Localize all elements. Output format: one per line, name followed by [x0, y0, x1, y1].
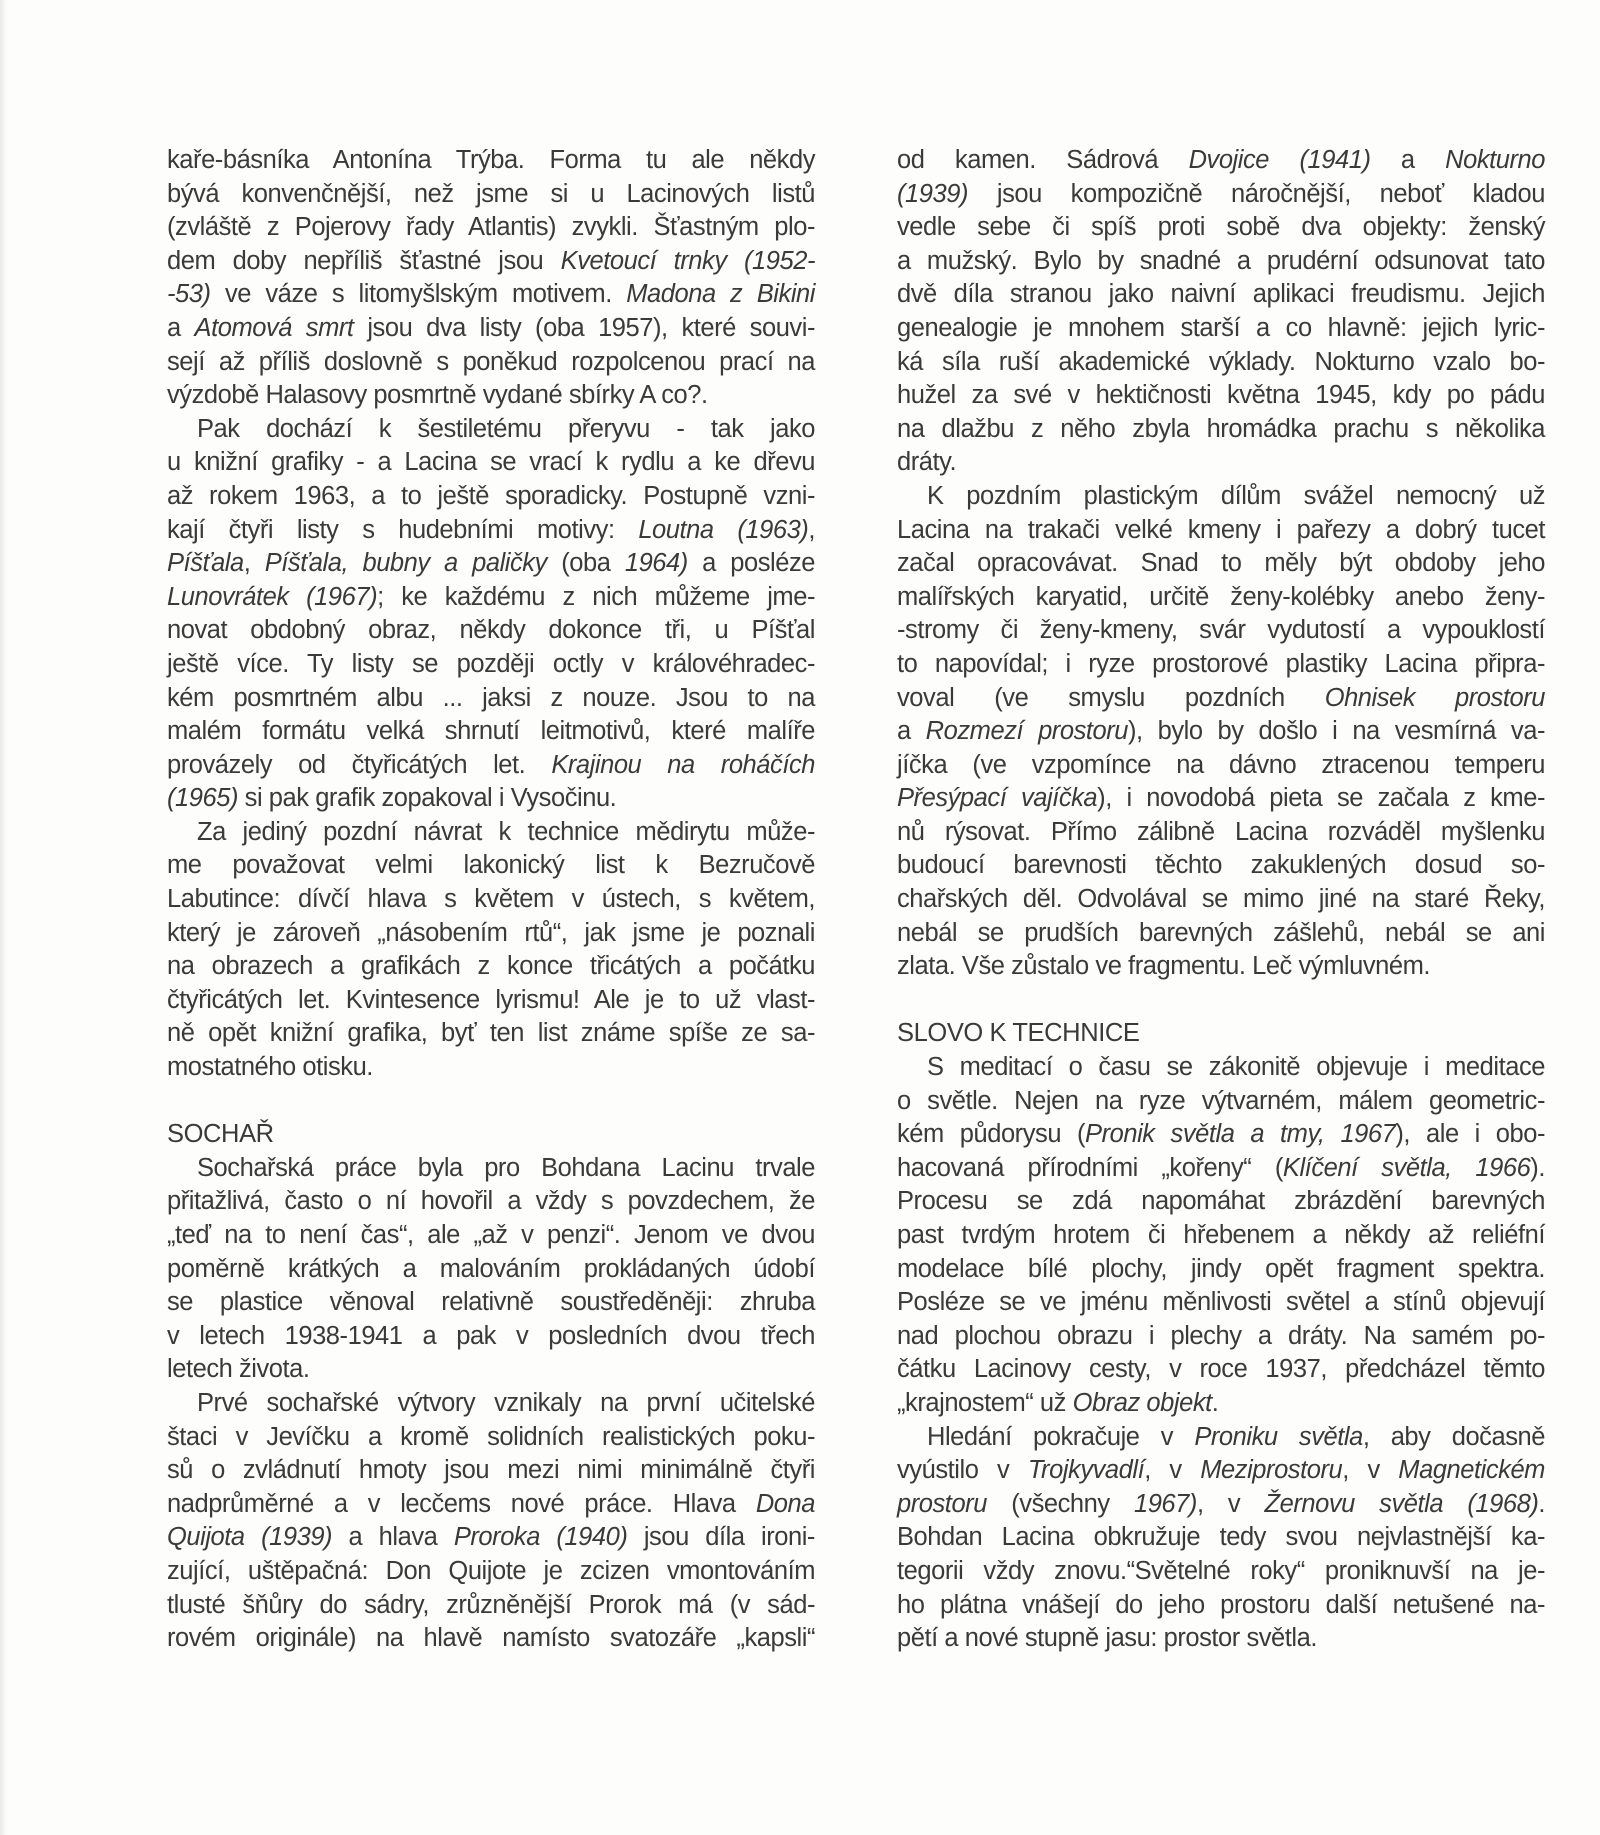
- text-span: u knižní grafiky - a Lacina se vrací k rydlu a ke dřevu: [167, 448, 815, 477]
- text-line: [167, 950, 815, 984]
- text-span: ještě více. Ty listy se později octly v královéhradec-: [167, 649, 815, 678]
- text-span: Labutince: dívčí hlava s květem v ústech, s květem,: [167, 885, 815, 914]
- text-line: [167, 782, 815, 816]
- italic-title-span: Píšťala, bubny a paličky: [264, 549, 547, 578]
- italic-title-span: (1965): [167, 784, 239, 813]
- paragraph: [167, 413, 815, 816]
- text-span: (zvláště z Pojerovy řady Atlantis) zvykli. Šťastným plo-: [167, 213, 815, 242]
- text-span: hacovaná přírodními „kořeny“ (: [897, 1153, 1283, 1182]
- text-span: S meditací o času se zákonitě objevuje i meditace: [927, 1053, 1545, 1082]
- text-span: mostatného otisku.: [167, 1053, 373, 1082]
- text-span: ,: [808, 515, 815, 544]
- text-line: [897, 715, 1545, 749]
- italic-title-span: Nokturno: [1445, 146, 1545, 174]
- italic-title-span: Loutna (1963): [638, 515, 809, 544]
- text-span: od kamen. Sádrová: [897, 146, 1189, 174]
- italic-title-span: Kvetoucí trnky (1952-: [560, 246, 815, 275]
- text-line: [897, 379, 1545, 413]
- text-line: [167, 446, 815, 480]
- text-line: [897, 581, 1545, 615]
- text-span: chařských děl. Odvolával se mimo jiné na staré Řeky,: [897, 885, 1545, 914]
- text-span: Za jediný pozdní návrat k technice mědirytu může-: [197, 817, 815, 846]
- italic-title-span: Meziprostoru: [1200, 1456, 1343, 1485]
- text-line: [897, 917, 1545, 951]
- text-line: [897, 1152, 1545, 1186]
- text-span: sejí až příliš doslovně s poněkud rozpolcenou prací na: [167, 347, 815, 376]
- text-line: [167, 413, 815, 447]
- text-span: poměrně krátkých a malováním prokládaných údobí: [167, 1254, 815, 1283]
- text-span: Lacina na trakači velké kmeny i pařezy a dobrý tucet: [897, 515, 1545, 544]
- text-line: [167, 1589, 815, 1623]
- text-span: tegorii vždy znovu.“Světelné roky“ proniknuvší na je-: [897, 1556, 1545, 1585]
- text-line: [167, 1253, 815, 1287]
- text-span: až rokem 1963, a to ještě sporadicky. Postupně vzni-: [167, 481, 815, 510]
- paragraph: [897, 144, 1545, 480]
- text-span: dem doby nepříliš šťastné jsou: [167, 246, 561, 275]
- paragraph: [167, 1152, 815, 1387]
- page-edge-shadow: [0, 0, 6, 1835]
- text-span: „teď na to není čas“, ale „až v penzi“. Jenom ve dvou: [167, 1221, 815, 1249]
- text-span: nebál se prudších barevných zášlehů, nebál se ani: [897, 918, 1545, 947]
- text-line: [897, 178, 1545, 212]
- text-span: kém půdorysu (: [897, 1120, 1086, 1149]
- text-span: budoucí barevnosti těchto zakuklených dosud so-: [897, 851, 1545, 880]
- text-line: [167, 278, 815, 312]
- text-line: [897, 1085, 1545, 1119]
- text-line: [897, 1253, 1545, 1287]
- text-line: [897, 514, 1545, 548]
- text-line: [897, 1454, 1545, 1488]
- text-line: [897, 1589, 1545, 1623]
- text-span: K pozdním plastickým dílům svážel nemocný už: [927, 481, 1545, 510]
- right-text-column: [897, 144, 1545, 1656]
- text-span: (všechny: [986, 1489, 1134, 1518]
- text-span: čátku Lacinovy cesty, v roce 1937, předcházel těmto: [897, 1355, 1545, 1384]
- section-heading: SLOVO K TECHNICE: [897, 1019, 1140, 1048]
- italic-title-span: Pronik světla a tmy, 1967: [1085, 1120, 1396, 1149]
- text-line: [897, 1320, 1545, 1354]
- text-line: [167, 614, 815, 648]
- text-line: [167, 1185, 815, 1219]
- text-span: jsou díla ironi-: [627, 1523, 815, 1552]
- text-line: [897, 547, 1545, 581]
- text-line: [897, 413, 1545, 447]
- text-line: [167, 379, 815, 413]
- text-span: past tvrdým hrotem či hřebenem a někdy až reliéfní: [897, 1221, 1545, 1249]
- text-span: provázely od čtyřicátých let.: [167, 750, 552, 779]
- text-line: [167, 1421, 815, 1455]
- text-span: Hledání pokračuje v: [927, 1422, 1195, 1451]
- left-text-column: [167, 144, 815, 1656]
- section-heading: SOCHAŘ: [167, 1120, 274, 1149]
- text-span: a mužský. Bylo by snadné a prudérní odsunovat tato: [897, 246, 1545, 275]
- text-line: [167, 514, 815, 548]
- text-line: [897, 816, 1545, 850]
- text-line: [897, 1521, 1545, 1555]
- italic-title-span: Píšťala: [167, 549, 244, 578]
- text-line: [897, 1353, 1545, 1387]
- text-span: ; ke každému z nich můžeme jme-: [377, 582, 815, 611]
- italic-title-span: Trojkyvadlí: [1027, 1456, 1145, 1485]
- text-span: kaře-básníka Antonína Trýba. Forma tu ale někdy: [167, 146, 815, 174]
- text-span: čtyřicátých let. Kvintesence lyrismu! Ale je to už vlast-: [167, 985, 815, 1014]
- text-span: sů o zvládnutí hmoty jsou mezi nimi minimálně čtyři: [167, 1456, 815, 1485]
- italic-title-span: Proniku světla: [1194, 1422, 1363, 1451]
- text-span: přitažlivá, často o ní hovořil a vždy s povzdechem, že: [167, 1187, 815, 1216]
- italic-title-span: Madona z Bikini: [626, 280, 815, 309]
- text-span: ně opět knižní grafika, byť ten list známe spíše ze sa-: [167, 1019, 815, 1048]
- text-line: [167, 648, 815, 682]
- text-span: , aby dočasně: [1362, 1422, 1545, 1451]
- text-span: me považovat velmi lakonický list k Bezručově: [167, 851, 815, 880]
- text-span: malém formátu velká shrnutí leitmotivů, které malíře: [167, 717, 815, 746]
- text-span: modelace bílé plochy, jindy opět fragment spektra.: [897, 1254, 1545, 1283]
- text-span: hužel za své v hektičnosti května 1945, kdy po pádu: [897, 381, 1545, 410]
- text-span: jsou dva listy (oba 1957), které souvi-: [353, 313, 815, 342]
- text-line: [897, 144, 1545, 178]
- italic-title-span: Klíčení světla, 1966: [1282, 1153, 1531, 1182]
- text-span: Sochařská práce byla pro Bohdana Lacinu trvale: [197, 1153, 815, 1182]
- italic-title-span: Atomová smrt: [194, 313, 354, 342]
- text-line: [897, 1185, 1545, 1219]
- text-line: [167, 917, 815, 951]
- text-line: [897, 950, 1545, 984]
- text-span: pětí a nové stupně jasu: prostor světla.: [897, 1624, 1318, 1653]
- text-line: [167, 1555, 815, 1589]
- text-span: genealogie je mnohem starší a co hlavně: jejich lyric-: [897, 313, 1545, 342]
- italic-title-span: Proroka (1940): [453, 1523, 628, 1552]
- paragraph: [167, 816, 815, 1085]
- text-line: [167, 1152, 815, 1186]
- text-span: a posléze: [687, 549, 815, 578]
- text-span: ), bylo by došlo i na vesmírná va-: [1128, 717, 1545, 746]
- text-span: Bohdan Lacina obkružuje tedy svou nejvlastnější ka-: [897, 1523, 1545, 1552]
- text-span: ), i novodobá pieta se začala z kme-: [1097, 784, 1545, 813]
- text-span: bývá konvenčnější, než jsme si u Lacinových listů: [167, 179, 815, 208]
- text-line: [167, 547, 815, 581]
- text-span: .: [1538, 1489, 1545, 1518]
- italic-title-span: 1964): [624, 549, 688, 578]
- text-span: začal opracovávat. Snad to měly být obdoby jeho: [897, 549, 1545, 578]
- text-line: [167, 1521, 815, 1555]
- text-line: [167, 849, 815, 883]
- paragraph: [897, 1421, 1545, 1656]
- text-line: [167, 1387, 815, 1421]
- text-span: Posléze se ve jménu měnlivosti světel a stínů objevují: [897, 1288, 1545, 1317]
- text-line: [897, 883, 1545, 917]
- text-span: ), ale i obo-: [1395, 1120, 1545, 1149]
- text-line: [897, 1219, 1545, 1253]
- text-span: novat obdobný obraz, někdy dokonce tři, u Píšťal: [167, 616, 815, 645]
- text-line: [897, 1555, 1545, 1589]
- italic-title-span: Ohnisek prostoru: [1324, 683, 1545, 712]
- text-line: [167, 1454, 815, 1488]
- text-span: a: [897, 717, 926, 746]
- text-line: [897, 446, 1545, 480]
- italic-title-span: Dona: [755, 1489, 815, 1518]
- text-span: , v: [1144, 1456, 1201, 1485]
- text-span: „krajnostem“ už: [897, 1388, 1073, 1417]
- text-line: [897, 1622, 1545, 1656]
- text-line: [167, 1320, 815, 1354]
- text-line: [897, 1118, 1545, 1152]
- text-span: a hlava: [332, 1523, 454, 1552]
- text-span: .: [1211, 1388, 1219, 1417]
- text-line: [167, 1017, 815, 1051]
- text-span: ve váze s litomyšlským motivem.: [210, 280, 627, 309]
- text-line: [167, 984, 815, 1018]
- text-line: [897, 1387, 1545, 1421]
- text-span: ,: [243, 549, 265, 578]
- text-span: nad plochou obrazu i plechy a dráty. Na samém po-: [897, 1321, 1545, 1350]
- text-span: dráty.: [897, 448, 957, 477]
- text-line: [897, 749, 1545, 783]
- italic-title-span: Quijota (1939): [167, 1523, 333, 1552]
- italic-title-span: Magnetickém: [1398, 1456, 1545, 1485]
- text-line: [897, 614, 1545, 648]
- text-span: (oba: [546, 549, 625, 578]
- text-span: letech života.: [167, 1355, 310, 1384]
- text-line: [167, 1219, 815, 1253]
- text-line: [897, 278, 1545, 312]
- text-span: vyústilo v: [897, 1456, 1028, 1485]
- text-line: [167, 178, 815, 212]
- text-span: který je zároveň „násobením rtů“, jak jsme je poznali: [167, 918, 815, 947]
- text-line: [897, 648, 1545, 682]
- text-span: kají čtyři listy s hudebními motivy:: [167, 515, 639, 544]
- text-line: [897, 480, 1545, 514]
- section-spacer: [167, 1085, 815, 1119]
- text-span: nů rýsovat. Přímo zálibně Lacina rozváděl myšlenku: [897, 817, 1545, 846]
- text-line: [167, 883, 815, 917]
- text-line: [167, 480, 815, 514]
- italic-title-span: Lunovrátek (1967): [167, 582, 378, 611]
- text-line: [167, 715, 815, 749]
- text-line: [167, 1622, 815, 1656]
- text-span: ).: [1530, 1153, 1545, 1182]
- italic-title-span: 1967): [1133, 1489, 1197, 1518]
- text-span: ká síla ruší akademické výklady. Nokturno vzalo bo-: [897, 347, 1545, 376]
- italic-title-span: Krajinou na roháčích: [551, 750, 815, 779]
- text-line: [167, 1051, 815, 1085]
- text-span: a: [167, 313, 195, 342]
- text-span: dvě díla stranou jako naivní aplikaci freudismu. Jejich: [897, 280, 1545, 309]
- text-span: výzdobě Halasovy posmrtně vydané sbírky A co?.: [167, 381, 708, 410]
- text-span: malířských karyatid, určitě ženy-kolébky anebo ženy-: [897, 582, 1545, 611]
- text-line: [897, 1286, 1545, 1320]
- text-span: Procesu se zdá napomáhat zbrázdění barevných: [897, 1187, 1545, 1216]
- text-line: [897, 312, 1545, 346]
- text-span: to napovídal; i ryze prostorové plastiky Lacina připra-: [897, 649, 1545, 678]
- text-line: [167, 1488, 815, 1522]
- text-line: [167, 211, 815, 245]
- text-span: tlusté šňůry do sádry, zrůzněnější Prorok má (v sád-: [167, 1590, 815, 1619]
- italic-title-span: prostoru: [897, 1489, 987, 1518]
- italic-title-span: Obraz objekt: [1072, 1388, 1212, 1417]
- text-line: [167, 245, 815, 279]
- paragraph: [167, 1387, 815, 1656]
- italic-title-span: -53): [167, 280, 211, 309]
- text-span: zující, uštěpačná: Don Quijote je zcizen vmontováním: [167, 1556, 815, 1585]
- text-line: [897, 1051, 1545, 1085]
- italic-title-span: Žernovu světla (1968): [1264, 1489, 1539, 1518]
- text-span: si pak grafik zopakoval i Vysočinu.: [238, 784, 617, 813]
- text-span: štaci v Jevíčku a kromě solidních realistických poku-: [167, 1422, 815, 1451]
- text-line: [167, 144, 815, 178]
- text-span: na dlažbu z něho zbyla hromádka prachu s několika: [897, 414, 1545, 443]
- paragraph: [897, 480, 1545, 984]
- italic-title-span: Přesýpací vajíčka: [897, 784, 1098, 813]
- text-span: ho plátna vnášejí do jeho prostoru další netušené na-: [897, 1590, 1545, 1619]
- text-span: Prvé sochařské výtvory vznikaly na první učitelské: [197, 1388, 815, 1417]
- text-line: [897, 682, 1545, 716]
- text-span: jíčka (ve vzpomínce na dávno ztracenou temperu: [897, 750, 1545, 779]
- text-line: [167, 581, 815, 615]
- text-line: [167, 312, 815, 346]
- text-span: vedle sebe či spíš proti sobě dva objekty: ženský: [897, 213, 1545, 242]
- text-span: zlata. Vše zůstalo ve fragmentu. Leč výmluvném.: [897, 952, 1431, 981]
- text-span: Pak dochází k šestiletému přeryvu - tak jako: [197, 414, 815, 443]
- text-line: [167, 749, 815, 783]
- text-span: voval (ve smyslu pozdních: [897, 683, 1325, 712]
- text-line: [167, 1353, 815, 1387]
- text-line: [897, 346, 1545, 380]
- text-span: na obrazech a grafikách z konce třicátých a počátku: [167, 952, 815, 981]
- text-line: [897, 1421, 1545, 1455]
- text-line: [897, 1488, 1545, 1522]
- text-span: o světle. Nejen na ryze výtvarném, málem geometric-: [897, 1086, 1545, 1115]
- text-line: [897, 245, 1545, 279]
- paragraph: [897, 1051, 1545, 1421]
- italic-title-span: Rozmezí prostoru: [925, 717, 1129, 746]
- text-span: , v: [1342, 1456, 1399, 1485]
- text-span: , v: [1196, 1489, 1265, 1518]
- text-line: [897, 849, 1545, 883]
- text-line: [167, 682, 815, 716]
- text-span: v letech 1938-1941 a pak v posledních dvou třech: [167, 1321, 815, 1350]
- text-line: [167, 346, 815, 380]
- text-span: a: [1370, 146, 1446, 174]
- text-span: rovém originále) na hlavě namísto svatozáře „kapsli“: [167, 1624, 815, 1653]
- italic-title-span: (1939): [897, 179, 969, 208]
- text-span: jsou kompozičně náročnější, neboť kladou: [968, 179, 1545, 208]
- paragraph: [167, 144, 815, 413]
- text-line: [167, 816, 815, 850]
- section-spacer: [897, 984, 1545, 1018]
- text-line: [897, 211, 1545, 245]
- text-span: nadprůměrné a v lecčems nové práce. Hlava: [167, 1489, 756, 1518]
- text-span: kém posmrtném albu ... jaksi z nouze. Jsou to na: [167, 683, 815, 712]
- text-line: [167, 1286, 815, 1320]
- text-line: [897, 782, 1545, 816]
- text-span: se plastice věnoval relativně soustředěněji: zhruba: [167, 1288, 815, 1317]
- text-span: -stromy či ženy-kmeny, svár vydutostí a vypouklostí: [897, 616, 1545, 645]
- italic-title-span: Dvojice (1941): [1188, 146, 1371, 174]
